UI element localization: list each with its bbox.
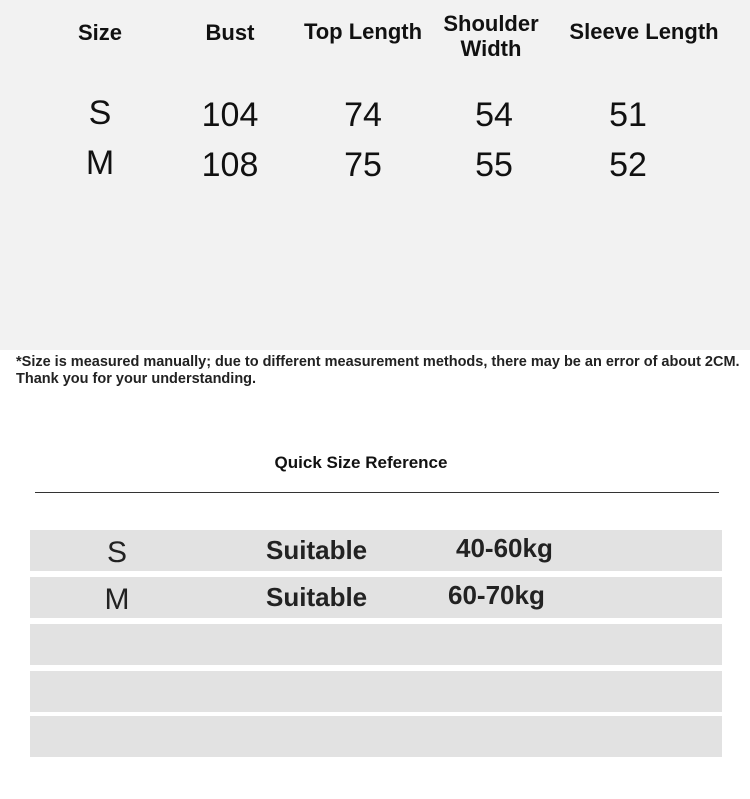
- header-shoulder-width-line1: Shoulder: [443, 11, 539, 36]
- size-m: M: [85, 144, 115, 182]
- reference-label-m: Suitable: [266, 582, 368, 612]
- header-shoulder-width-line2: Width: [460, 36, 522, 61]
- shoulder-width-s: 54: [475, 96, 513, 134]
- reference-range-s: 40-60kg: [456, 533, 553, 563]
- reference-row-empty: [30, 716, 722, 757]
- reference-size-m: M: [104, 583, 130, 616]
- sleeve-length-s: 51: [609, 96, 647, 134]
- reference-row-empty: [30, 671, 722, 712]
- header-bust: Bust: [205, 20, 255, 45]
- top-length-s: 74: [344, 96, 382, 134]
- size-chart-panel: [0, 0, 750, 350]
- reference-label-s: Suitable: [266, 535, 368, 565]
- bust-s: 104: [201, 96, 259, 134]
- sleeve-length-m: 52: [609, 146, 647, 184]
- reference-row-s: [30, 530, 722, 571]
- size-s: S: [88, 94, 112, 132]
- measurement-note-line1: *Size is measured manually; due to different measurement methods, there may be an error of about 2CM.: [16, 354, 740, 370]
- quick-reference-title: Quick Size Reference: [274, 453, 448, 472]
- shoulder-width-m: 55: [475, 146, 513, 184]
- reference-row-m: [30, 577, 722, 618]
- measurement-note-line2: Thank you for your understanding.: [16, 371, 257, 387]
- bust-m: 108: [201, 146, 259, 184]
- reference-row-empty: [30, 624, 722, 665]
- header-shoulder-width: [436, 11, 546, 61]
- reference-size-s: S: [106, 536, 127, 569]
- header-sleeve-length: Sleeve Length: [569, 19, 719, 44]
- measurement-note: [16, 354, 741, 388]
- header-top-length: Top Length: [303, 19, 423, 44]
- quick-reference-divider: [35, 492, 719, 493]
- reference-range-m: 60-70kg: [448, 580, 545, 610]
- top-length-m: 75: [344, 146, 382, 184]
- header-size: Size: [77, 20, 123, 45]
